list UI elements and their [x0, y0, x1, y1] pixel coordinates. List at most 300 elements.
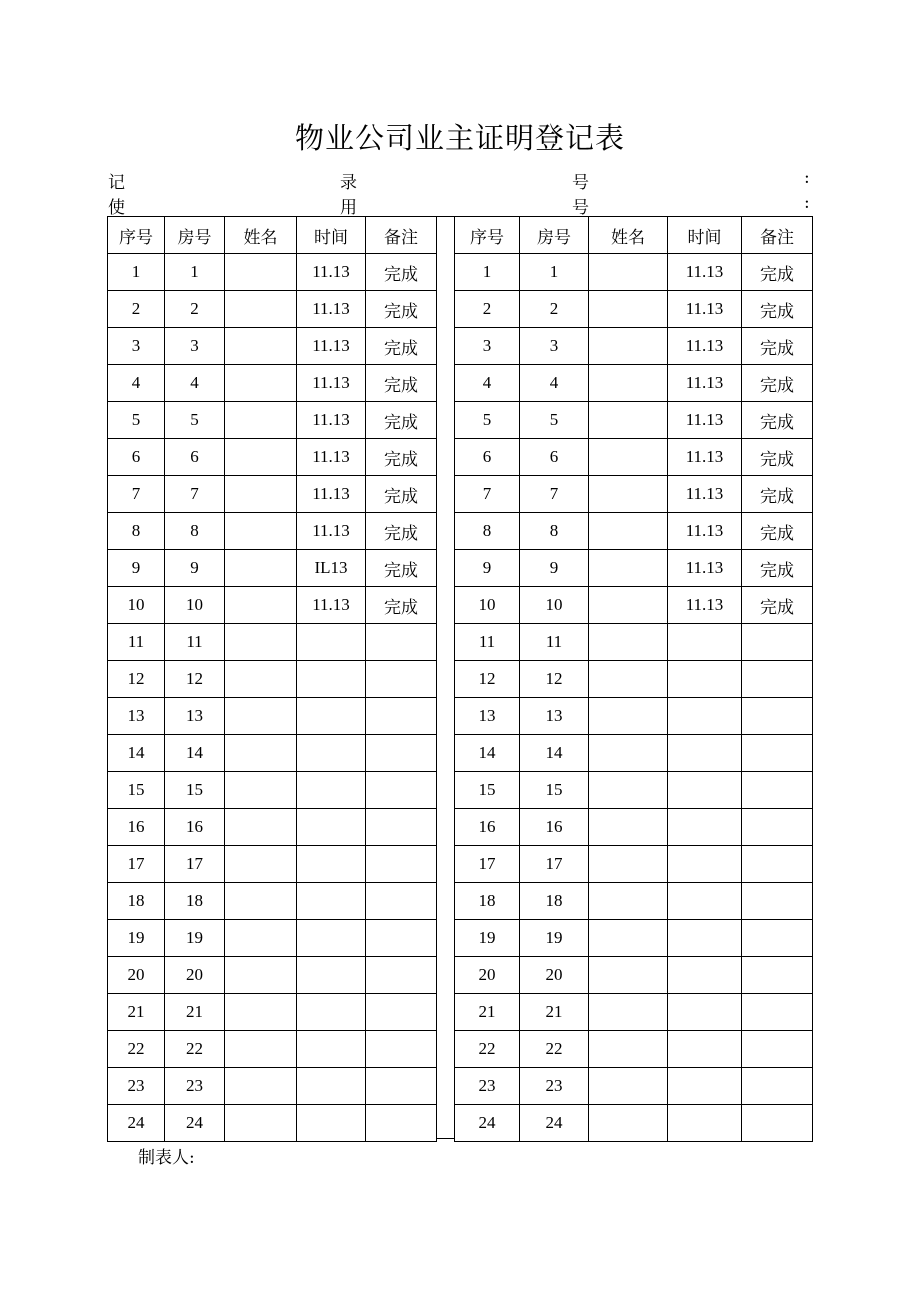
cell-seq: 19 [108, 920, 165, 957]
cell-time [668, 698, 742, 735]
cell-name [589, 513, 668, 550]
cell-name [589, 328, 668, 365]
cell-remark [366, 957, 437, 994]
cell-remark [366, 994, 437, 1031]
cell-name [225, 587, 297, 624]
table-row [108, 957, 437, 994]
record-label-char-2: 录 [340, 173, 357, 193]
table-row [108, 1105, 437, 1142]
prepared-by-label: 制表人: [138, 1148, 195, 1168]
cell-time: 11.13 [668, 439, 742, 476]
table-row [455, 624, 813, 661]
cell-remark [742, 846, 813, 883]
cell-seq: 3 [108, 328, 165, 365]
cell-seq: 18 [108, 883, 165, 920]
cell-time [668, 957, 742, 994]
cell-room: 21 [165, 994, 225, 1031]
cell-room: 7 [165, 476, 225, 513]
cell-name [589, 994, 668, 1031]
cell-room: 13 [165, 698, 225, 735]
cell-room: 2 [520, 291, 589, 328]
cell-remark [366, 624, 437, 661]
table-row [455, 735, 813, 772]
table-row [108, 809, 437, 846]
table-row [455, 513, 813, 550]
cell-name [225, 328, 297, 365]
cell-remark: 完成 [742, 587, 813, 624]
cell-seq: 6 [108, 439, 165, 476]
cell-name [589, 735, 668, 772]
cell-remark: 完成 [742, 439, 813, 476]
cell-remark: 完成 [366, 365, 437, 402]
cell-seq: 10 [455, 587, 520, 624]
table-row [455, 328, 813, 365]
register-table-left-body [108, 254, 437, 1142]
cell-seq: 15 [108, 772, 165, 809]
cell-name [225, 476, 297, 513]
cell-room: 15 [520, 772, 589, 809]
cell-seq: 24 [455, 1105, 520, 1142]
cell-time: 11.13 [297, 402, 366, 439]
cell-time [668, 920, 742, 957]
cell-time: 11.13 [668, 328, 742, 365]
cell-room: 10 [520, 587, 589, 624]
cell-name [225, 920, 297, 957]
cell-remark [742, 624, 813, 661]
column-header-name: 姓名 [225, 217, 297, 254]
cell-name [225, 402, 297, 439]
table-row [455, 920, 813, 957]
cell-remark [366, 846, 437, 883]
table-row [455, 587, 813, 624]
table-row [108, 587, 437, 624]
cell-remark [742, 957, 813, 994]
usage-label-colon: : [804, 193, 810, 213]
cell-seq: 13 [108, 698, 165, 735]
column-header-name: 姓名 [589, 217, 668, 254]
cell-room: 9 [165, 550, 225, 587]
cell-time: 11.13 [668, 365, 742, 402]
cell-room: 5 [520, 402, 589, 439]
page-title: 物业公司业主证明登记表 [294, 121, 625, 155]
cell-seq: 9 [108, 550, 165, 587]
cell-room: 11 [165, 624, 225, 661]
table-row [108, 772, 437, 809]
cell-name [225, 1068, 297, 1105]
cell-room: 3 [165, 328, 225, 365]
cell-name [225, 1031, 297, 1068]
cell-remark [366, 1105, 437, 1142]
table-row [108, 513, 437, 550]
cell-time: 11.13 [668, 291, 742, 328]
cell-room: 19 [520, 920, 589, 957]
cell-remark [366, 809, 437, 846]
cell-seq: 7 [455, 476, 520, 513]
cell-time [297, 772, 366, 809]
cell-seq: 9 [455, 550, 520, 587]
cell-room: 12 [520, 661, 589, 698]
cell-time [297, 1068, 366, 1105]
table-row [108, 328, 437, 365]
cell-remark: 完成 [742, 476, 813, 513]
cell-room: 14 [165, 735, 225, 772]
cell-name [589, 550, 668, 587]
cell-room: 4 [165, 365, 225, 402]
cell-time [297, 1031, 366, 1068]
cell-name [589, 624, 668, 661]
cell-seq: 21 [455, 994, 520, 1031]
cell-name [589, 809, 668, 846]
cell-seq: 5 [455, 402, 520, 439]
cell-name [589, 883, 668, 920]
usage-label-char-3: 号 [572, 198, 589, 218]
cell-time: 11.13 [297, 328, 366, 365]
table-row [455, 439, 813, 476]
table-row [108, 698, 437, 735]
cell-name [589, 439, 668, 476]
cell-time [297, 994, 366, 1031]
cell-remark: 完成 [366, 550, 437, 587]
table-row [108, 735, 437, 772]
column-header-time: 时间 [297, 217, 366, 254]
cell-seq: 20 [455, 957, 520, 994]
cell-room: 11 [520, 624, 589, 661]
cell-time [297, 661, 366, 698]
table-row [108, 994, 437, 1031]
cell-seq: 16 [108, 809, 165, 846]
cell-room: 17 [165, 846, 225, 883]
cell-seq: 1 [455, 254, 520, 291]
table-row [108, 365, 437, 402]
cell-seq: 23 [108, 1068, 165, 1105]
cell-name [589, 365, 668, 402]
table-row [108, 846, 437, 883]
cell-room: 15 [165, 772, 225, 809]
cell-seq: 15 [455, 772, 520, 809]
cell-seq: 19 [455, 920, 520, 957]
cell-name [225, 772, 297, 809]
table-row [455, 883, 813, 920]
table-row [455, 402, 813, 439]
register-table-left [107, 216, 437, 1142]
cell-room: 23 [165, 1068, 225, 1105]
cell-room: 10 [165, 587, 225, 624]
cell-remark [742, 772, 813, 809]
table-row [455, 994, 813, 1031]
cell-name [589, 661, 668, 698]
cell-seq: 18 [455, 883, 520, 920]
table-row [455, 809, 813, 846]
cell-name [225, 1105, 297, 1142]
cell-seq: 3 [455, 328, 520, 365]
cell-room: 22 [165, 1031, 225, 1068]
table-row [108, 920, 437, 957]
register-table-right-body [455, 254, 813, 1142]
cell-room: 18 [165, 883, 225, 920]
cell-name [225, 661, 297, 698]
table-row [108, 661, 437, 698]
table-row [455, 846, 813, 883]
cell-time [668, 735, 742, 772]
cell-time: 11.13 [297, 476, 366, 513]
cell-time [668, 1068, 742, 1105]
cell-time [668, 1105, 742, 1142]
cell-name [225, 513, 297, 550]
cell-seq: 17 [108, 846, 165, 883]
cell-time: 11.13 [297, 254, 366, 291]
cell-room: 20 [520, 957, 589, 994]
cell-name [225, 439, 297, 476]
table-row [108, 439, 437, 476]
column-header-room: 房号 [165, 217, 225, 254]
record-label-colon: : [804, 168, 810, 188]
cell-room: 24 [165, 1105, 225, 1142]
cell-seq: 5 [108, 402, 165, 439]
cell-time: IL13 [297, 550, 366, 587]
cell-remark [366, 1031, 437, 1068]
table-row [455, 254, 813, 291]
cell-name [225, 624, 297, 661]
cell-seq: 16 [455, 809, 520, 846]
table-row [455, 698, 813, 735]
cell-seq: 12 [108, 661, 165, 698]
cell-room: 16 [165, 809, 225, 846]
column-header-time: 时间 [668, 217, 742, 254]
cell-remark: 完成 [742, 550, 813, 587]
cell-room: 5 [165, 402, 225, 439]
table-row [455, 661, 813, 698]
cell-seq: 4 [108, 365, 165, 402]
cell-room: 1 [520, 254, 589, 291]
cell-room: 22 [520, 1031, 589, 1068]
cell-time: 11.13 [297, 365, 366, 402]
cell-name [225, 994, 297, 1031]
cell-time [668, 846, 742, 883]
usage-label-char-1: 使 [108, 198, 125, 218]
cell-room: 1 [165, 254, 225, 291]
cell-remark: 完成 [742, 328, 813, 365]
cell-remark [742, 994, 813, 1031]
cell-room: 2 [165, 291, 225, 328]
cell-name [225, 254, 297, 291]
cell-seq: 17 [455, 846, 520, 883]
cell-remark: 完成 [366, 291, 437, 328]
table-row [455, 550, 813, 587]
cell-time: 11.13 [297, 587, 366, 624]
cell-seq: 22 [108, 1031, 165, 1068]
cell-seq: 23 [455, 1068, 520, 1105]
cell-name [225, 957, 297, 994]
table-row [455, 1031, 813, 1068]
cell-remark [366, 772, 437, 809]
cell-name [589, 254, 668, 291]
record-label-char-1: 记 [108, 173, 125, 193]
cell-time [668, 809, 742, 846]
cell-remark [742, 1068, 813, 1105]
cell-remark: 完成 [366, 402, 437, 439]
cell-seq: 1 [108, 254, 165, 291]
cell-remark: 完成 [366, 587, 437, 624]
cell-seq: 8 [455, 513, 520, 550]
cell-room: 7 [520, 476, 589, 513]
cell-time [668, 1031, 742, 1068]
cell-time [297, 698, 366, 735]
cell-seq: 4 [455, 365, 520, 402]
table-row [108, 254, 437, 291]
table-row [108, 1031, 437, 1068]
cell-time [668, 624, 742, 661]
cell-time [668, 883, 742, 920]
cell-name [589, 1068, 668, 1105]
cell-room: 23 [520, 1068, 589, 1105]
cell-time [668, 772, 742, 809]
cell-room: 4 [520, 365, 589, 402]
table-row [455, 957, 813, 994]
cell-name [589, 1031, 668, 1068]
table-row [455, 365, 813, 402]
cell-name [589, 846, 668, 883]
cell-remark [366, 735, 437, 772]
cell-room: 19 [165, 920, 225, 957]
cell-seq: 22 [455, 1031, 520, 1068]
table-gap [436, 216, 454, 1139]
column-header-remark: 备注 [366, 217, 437, 254]
cell-time: 11.13 [668, 402, 742, 439]
cell-name [225, 883, 297, 920]
table-row [108, 476, 437, 513]
cell-remark [366, 920, 437, 957]
table-header-row [108, 217, 437, 254]
cell-room: 14 [520, 735, 589, 772]
cell-name [225, 698, 297, 735]
cell-time [297, 920, 366, 957]
cell-time [668, 661, 742, 698]
cell-name [589, 291, 668, 328]
cell-seq: 2 [108, 291, 165, 328]
cell-room: 13 [520, 698, 589, 735]
cell-time: 11.13 [668, 513, 742, 550]
column-header-remark: 备注 [742, 217, 813, 254]
cell-seq: 14 [455, 735, 520, 772]
table-row [455, 291, 813, 328]
cell-remark: 完成 [366, 254, 437, 291]
cell-time [297, 883, 366, 920]
cell-remark: 完成 [366, 439, 437, 476]
cell-name [589, 1105, 668, 1142]
cell-seq: 14 [108, 735, 165, 772]
table-row [108, 291, 437, 328]
cell-remark [742, 883, 813, 920]
cell-seq: 8 [108, 513, 165, 550]
column-header-seq: 序号 [108, 217, 165, 254]
cell-remark [742, 735, 813, 772]
cell-remark [742, 698, 813, 735]
table-row [455, 1105, 813, 1142]
cell-room: 24 [520, 1105, 589, 1142]
table-row [108, 550, 437, 587]
cell-room: 12 [165, 661, 225, 698]
cell-seq: 20 [108, 957, 165, 994]
table-row [108, 624, 437, 661]
cell-time: 11.13 [297, 513, 366, 550]
cell-room: 9 [520, 550, 589, 587]
cell-remark [742, 920, 813, 957]
table-row [108, 883, 437, 920]
cell-time: 11.13 [668, 254, 742, 291]
cell-seq: 21 [108, 994, 165, 1031]
cell-name [589, 476, 668, 513]
cell-remark: 完成 [742, 402, 813, 439]
cell-name [589, 698, 668, 735]
cell-time [297, 735, 366, 772]
cell-time: 11.13 [297, 291, 366, 328]
cell-time: 11.13 [668, 587, 742, 624]
cell-remark: 完成 [742, 254, 813, 291]
table-row [455, 772, 813, 809]
table-row [108, 402, 437, 439]
cell-room: 8 [165, 513, 225, 550]
cell-name [589, 957, 668, 994]
cell-remark [742, 1031, 813, 1068]
cell-name [589, 587, 668, 624]
cell-room: 21 [520, 994, 589, 1031]
table-row [455, 476, 813, 513]
table-row [455, 1068, 813, 1105]
cell-name [225, 550, 297, 587]
cell-room: 8 [520, 513, 589, 550]
record-number-row [108, 168, 812, 193]
cell-remark [366, 661, 437, 698]
cell-room: 18 [520, 883, 589, 920]
cell-time: 11.13 [668, 550, 742, 587]
cell-time [297, 1105, 366, 1142]
table-row [108, 1068, 437, 1105]
cell-time: 11.13 [297, 439, 366, 476]
column-header-room: 房号 [520, 217, 589, 254]
cell-name [225, 735, 297, 772]
cell-seq: 11 [108, 624, 165, 661]
cell-seq: 11 [455, 624, 520, 661]
cell-name [225, 291, 297, 328]
cell-remark [742, 661, 813, 698]
usage-number-row [108, 193, 812, 218]
cell-remark [742, 1105, 813, 1142]
cell-room: 6 [520, 439, 589, 476]
cell-room: 16 [520, 809, 589, 846]
cell-remark: 完成 [742, 291, 813, 328]
cell-remark [366, 883, 437, 920]
cell-remark [366, 698, 437, 735]
cell-time [668, 994, 742, 1031]
cell-room: 6 [165, 439, 225, 476]
cell-seq: 6 [455, 439, 520, 476]
cell-seq: 24 [108, 1105, 165, 1142]
cell-remark: 完成 [742, 513, 813, 550]
cell-name [225, 809, 297, 846]
cell-remark: 完成 [366, 513, 437, 550]
cell-remark: 完成 [366, 476, 437, 513]
cell-room: 17 [520, 846, 589, 883]
cell-time: 11.13 [668, 476, 742, 513]
cell-time [297, 957, 366, 994]
register-table-right [454, 216, 813, 1142]
cell-remark: 完成 [742, 365, 813, 402]
cell-name [225, 846, 297, 883]
cell-seq: 7 [108, 476, 165, 513]
cell-room: 20 [165, 957, 225, 994]
cell-remark [742, 809, 813, 846]
cell-name [589, 920, 668, 957]
